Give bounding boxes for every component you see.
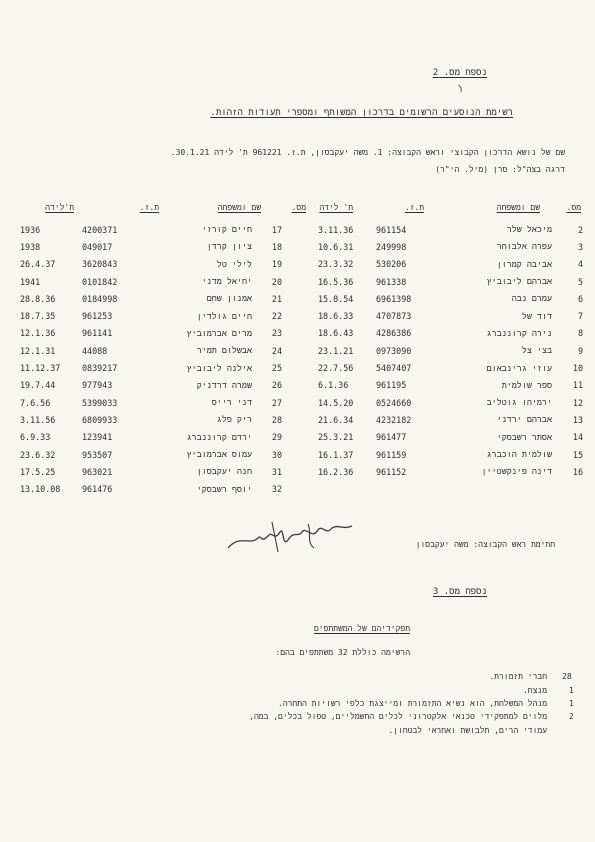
row-number-cell: 24	[271, 345, 282, 356]
left-roster-table	[20, 221, 282, 498]
role-count: 1	[569, 686, 574, 695]
row-number-cell: 29	[271, 432, 282, 443]
dob-cell: 16.1.37	[318, 449, 354, 460]
row-number-cell: 12	[572, 397, 583, 408]
table-row	[318, 273, 583, 290]
row-number-cell: 22	[271, 311, 282, 322]
table-row	[20, 394, 282, 411]
dob-cell: 23.6.32	[20, 449, 56, 460]
right-header-dob: ת' לידה	[319, 203, 353, 212]
id-number-cell: 530206	[376, 259, 407, 270]
id-number-cell: 4707873	[376, 311, 412, 322]
role-count: 2	[569, 712, 574, 721]
dob-cell: 18.6.33	[318, 311, 354, 322]
dob-cell: 1938	[20, 241, 41, 252]
name-cell: אסתר רשבסקי	[496, 431, 552, 442]
id-number-cell: 977943	[82, 380, 113, 391]
id-number-cell: 0524660	[376, 397, 412, 408]
dob-cell: 7.6.56	[20, 397, 51, 408]
id-number-cell: 0839217	[82, 363, 118, 374]
table-row	[318, 446, 583, 463]
table-row	[318, 307, 583, 324]
name-cell: מיכאל שלר	[506, 224, 552, 235]
id-number-cell: 249998	[376, 241, 407, 252]
role-text: מנהל המשלחת, הוא נשיא התזמורת ומייצגת כלפי רשויות התחרה.	[278, 699, 547, 708]
name-cell: אילנה ליבוביץ	[186, 362, 252, 373]
dob-cell: 28.8.36	[20, 293, 56, 304]
table-row	[318, 290, 583, 307]
name-cell: נירה קרוננברג	[486, 327, 552, 338]
dob-cell: 12.1.36	[20, 328, 56, 339]
table-row	[20, 480, 282, 497]
table-row	[20, 221, 282, 238]
dob-cell: 1936	[20, 224, 41, 235]
id-number-cell: 4286386	[376, 328, 412, 339]
name-cell: ריק פלג	[216, 414, 252, 425]
row-number-cell: 13	[572, 414, 583, 425]
name-cell: שמרה דרדניק	[196, 379, 252, 390]
row-number-cell: 23	[271, 328, 282, 339]
role-count: 1	[569, 699, 574, 708]
id-number-cell: 0184998	[82, 293, 118, 304]
table-row	[20, 307, 282, 324]
id-number-cell: 3620843	[82, 259, 118, 270]
id-number-cell: 6961398	[376, 293, 412, 304]
row-number-cell: 7	[577, 311, 583, 322]
name-cell: אברהם ליבוביץ	[486, 276, 552, 287]
id-number-cell: 5407407	[376, 363, 412, 374]
id-number-cell: 961195	[376, 380, 407, 391]
table-row	[20, 290, 282, 307]
id-number-cell: 963021	[82, 466, 113, 477]
table-row	[318, 377, 583, 394]
row-number-cell: 10	[572, 363, 583, 374]
left-header-dob: ת'לידה	[45, 203, 74, 212]
table-row	[20, 238, 282, 255]
id-number-cell: 961159	[376, 449, 407, 460]
name-cell: מרים אברמוביץ	[186, 327, 252, 338]
name-cell: עפרה אלבוחר	[496, 241, 552, 252]
dob-cell: 14.5.20	[318, 397, 354, 408]
table-row	[20, 273, 282, 290]
row-number-cell: 26	[271, 380, 282, 391]
dob-cell: 16.2.36	[318, 466, 354, 477]
role-text: מלוים למתפקידי טכנאי אלקטרוני לכלים החשמליים, טפול בכלים, במה,	[249, 712, 547, 721]
row-number-cell: 6	[577, 293, 583, 304]
row-number-cell: 2	[577, 224, 583, 235]
row-number-cell: 17	[271, 224, 282, 235]
id-number-cell: 961476	[82, 484, 113, 495]
name-cell: אביבה קמרון	[496, 258, 552, 269]
id-number-cell: 961477	[376, 432, 407, 443]
id-number-cell: 4200371	[82, 224, 118, 235]
name-cell: ירדם קרוננברג	[186, 431, 252, 442]
right-header-id: ת.ז.	[404, 203, 424, 212]
passport-holder-line: שם של נושא הדרכון הקבוצי וראש הקבוצה: 1. משה יעקבסון, ת.ז. 961221 ת' לידה 30.1.21.	[170, 148, 565, 157]
name-cell: יחיאל מדני	[201, 276, 252, 287]
name-cell: עוזי גרינבאום	[486, 362, 552, 373]
left-header-id: ת.ז.	[139, 203, 159, 212]
id-number-cell: 6809933	[82, 414, 118, 425]
row-number-cell: 8	[577, 328, 583, 339]
row-number-cell: 16	[572, 466, 583, 477]
table-row	[20, 359, 282, 376]
dob-cell: 12.1.31	[20, 345, 56, 356]
left-header-no: מס.	[291, 203, 306, 212]
row-number-cell: 9	[577, 345, 583, 356]
id-number-cell: 4232182	[376, 414, 412, 425]
signature-caption: חתימת ראש הקבוצה: משה יעקבסון	[415, 540, 555, 549]
id-number-cell: 961253	[82, 311, 113, 322]
table-row	[20, 411, 282, 428]
row-number-cell: 19	[271, 259, 282, 270]
id-number-cell: 049017	[82, 241, 113, 252]
name-cell: אמנון שחם	[206, 293, 252, 304]
dob-cell: 10.6.31	[318, 241, 354, 252]
table-row	[318, 394, 583, 411]
dob-cell: 21.6.34	[318, 414, 354, 425]
role-text: מנצח.	[522, 686, 547, 695]
row-number-cell: 5	[577, 276, 583, 287]
name-cell: עמרם נבה	[511, 293, 552, 304]
name-cell: דוד של	[521, 310, 552, 321]
name-cell: חיים גולדין	[196, 310, 252, 321]
table-row	[318, 238, 583, 255]
annex2-title: רשימת הנוסעים הרשומים בדרכון המשותף ומספרי תעודות הזהות.	[210, 108, 513, 118]
table-row	[20, 429, 282, 446]
row-number-cell: 21	[271, 293, 282, 304]
dob-cell: 26.4.37	[20, 259, 56, 270]
dob-cell: 19.7.44	[20, 380, 56, 391]
row-number-cell: 20	[271, 276, 282, 287]
id-number-cell: 961154	[376, 224, 407, 235]
table-row	[318, 463, 583, 480]
name-cell: דני רייס	[211, 397, 252, 408]
name-cell: ציון קרדן	[206, 241, 252, 252]
row-number-cell: 11	[572, 380, 583, 391]
name-cell: אברהם ירדני	[496, 414, 552, 425]
annex3-label: נספח מס. 3	[432, 587, 487, 597]
table-row	[20, 256, 282, 273]
id-number-cell: 123941	[82, 432, 113, 443]
dob-cell: 22.7.56	[318, 363, 354, 374]
name-cell: ירמיהו גוטליב	[486, 397, 552, 408]
table-row	[318, 359, 583, 376]
dob-cell: 13.10.08	[20, 484, 61, 495]
dob-cell: 11.12.37	[20, 363, 61, 374]
handwritten-mark: )	[456, 83, 465, 95]
row-number-cell: 3	[577, 241, 583, 252]
table-row	[318, 256, 583, 273]
table-row	[318, 429, 583, 446]
row-number-cell: 32	[271, 484, 282, 495]
dob-cell: 23.3.32	[318, 259, 354, 270]
annex3-intro: הרשימה כוללת 32 משתתפים בהם:	[275, 648, 410, 657]
row-number-cell: 14	[572, 432, 583, 443]
table-row	[318, 411, 583, 428]
name-cell: יוסף רשבסקי	[196, 483, 252, 494]
row-number-cell: 30	[271, 449, 282, 460]
role-continuation: עמודי הרים, תלבושת ואחראי לבטחון.	[388, 726, 547, 735]
id-number-cell: 953507	[82, 449, 113, 460]
name-cell: ספר שולמית	[501, 379, 552, 390]
table-row	[318, 342, 583, 359]
name-cell: דינה פינקשטיין	[481, 466, 552, 477]
role-text: חברי תזמורת.	[489, 672, 547, 681]
row-number-cell: 31	[271, 466, 282, 477]
right-header-no: מס.	[566, 203, 581, 212]
id-number-cell: 44088	[82, 345, 108, 356]
table-row	[318, 221, 583, 238]
table-row	[20, 446, 282, 463]
table-row	[20, 325, 282, 342]
dob-cell: 3.11.56	[20, 414, 56, 425]
name-cell: חיים קורזי	[201, 224, 252, 235]
id-number-cell: 961338	[376, 276, 407, 287]
dob-cell: 6.1.36	[318, 380, 349, 391]
rank-line: דרגה בצה"ל: סרן (מיל. הי"ר)	[435, 165, 565, 174]
row-number-cell: 27	[271, 397, 282, 408]
id-number-cell: 0973090	[376, 345, 412, 356]
name-cell: אבשלום תמיר	[196, 345, 252, 356]
id-number-cell: 0101842	[82, 276, 118, 287]
dob-cell: 16.5.36	[318, 276, 354, 287]
name-cell: לילי טל	[216, 258, 252, 269]
role-count: 28	[562, 672, 572, 681]
dob-cell: 17.5.25	[20, 466, 56, 477]
id-number-cell: 5399033	[82, 397, 118, 408]
dob-cell: 1941	[20, 276, 41, 287]
row-number-cell: 28	[271, 414, 282, 425]
table-row	[20, 342, 282, 359]
table-row	[20, 377, 282, 394]
name-cell: בצי צל	[521, 345, 552, 356]
dob-cell: 25.3.21	[318, 432, 354, 443]
right-header-name: שם ומשפחה	[496, 203, 540, 212]
id-number-cell: 961141	[82, 328, 113, 339]
dob-cell: 18.7.35	[20, 311, 56, 322]
dob-cell: 6.9.33	[20, 432, 51, 443]
left-header-name: שם ומשפחה	[217, 203, 261, 212]
dob-cell: 3.11.36	[318, 224, 354, 235]
annex3-heading: תפקידיהם של המשתתפים	[313, 624, 410, 633]
dob-cell: 15.8.54	[318, 293, 354, 304]
name-cell: עמוס אברמוביץ	[186, 449, 252, 459]
right-roster-table	[318, 221, 583, 480]
name-cell: חנה יעקבסון	[196, 466, 252, 477]
handwritten-signature	[222, 518, 360, 556]
row-number-cell: 25	[271, 363, 282, 374]
annex2-label: נספח מס. 2	[432, 68, 487, 78]
dob-cell: 23.1.21	[318, 345, 354, 356]
row-number-cell: 15	[572, 449, 583, 460]
table-row	[20, 463, 282, 480]
row-number-cell: 4	[577, 259, 583, 270]
id-number-cell: 961152	[376, 466, 407, 477]
row-number-cell: 18	[271, 241, 282, 252]
dob-cell: 18.6.43	[318, 328, 354, 339]
name-cell: שולמית הוכברג	[486, 449, 552, 459]
table-row	[318, 325, 583, 342]
